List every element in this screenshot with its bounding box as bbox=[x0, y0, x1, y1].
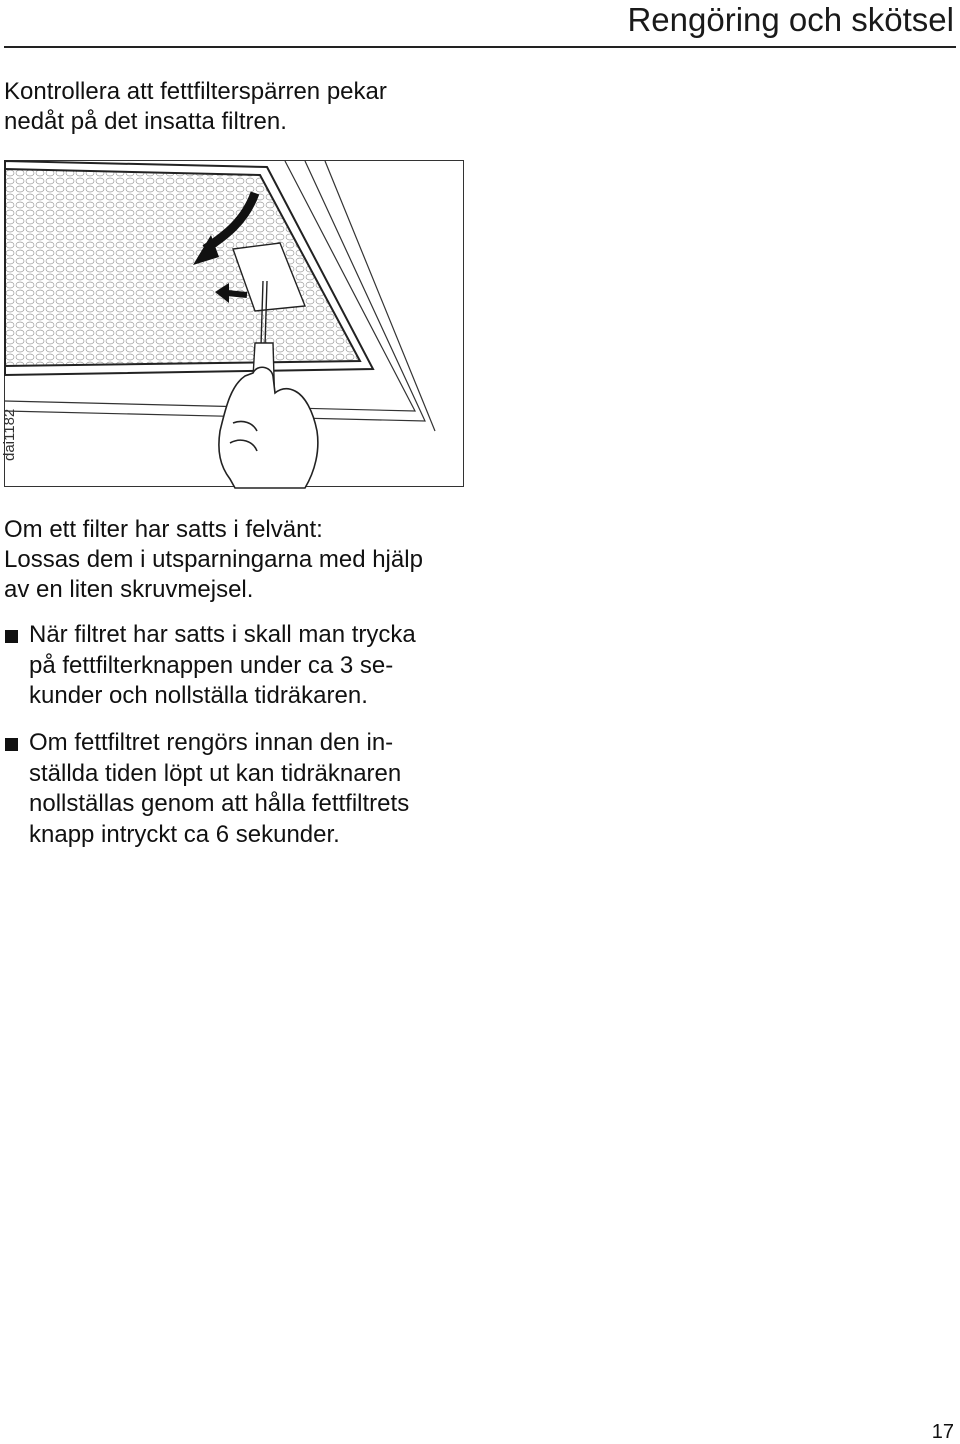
illustration-drawing bbox=[5, 161, 465, 488]
bullet-square-icon bbox=[5, 630, 18, 643]
intro-line: nedåt på det insatta filtren. bbox=[4, 108, 287, 135]
header-divider bbox=[4, 46, 956, 48]
bullet-line: knapp intryckt ca 6 sekunder. bbox=[29, 820, 340, 848]
note-line: av en liten skruvmejsel. bbox=[4, 576, 254, 603]
intro-paragraph bbox=[4, 77, 387, 137]
page-number: 17 bbox=[931, 1421, 954, 1443]
bullet-line: ställda tiden löpt ut kan tidräknaren bbox=[29, 759, 402, 787]
intro-line: Kontrollera att fettfilterspärren pekar bbox=[4, 78, 387, 105]
bullet-line: kunder och nollställa tidräkaren. bbox=[29, 682, 368, 709]
bullet-line: på fettfilterknappen under ca 3 se- bbox=[29, 651, 394, 679]
bullet-square-icon bbox=[5, 738, 18, 751]
filter-illustration bbox=[1, 160, 464, 487]
page-title: Rengöring och skötsel bbox=[627, 1, 954, 38]
figure-code: dai1182 bbox=[1, 408, 18, 461]
note-line: Om ett filter har satts i felvänt: bbox=[4, 516, 323, 543]
note-line: Lossas dem i utsparningarna med hjälp bbox=[4, 546, 423, 573]
hand-icon bbox=[219, 367, 318, 488]
filter-panel bbox=[5, 161, 373, 375]
bullet-line: När filtret har satts i skall man trycka bbox=[29, 621, 416, 648]
bullet-line: Om fettfiltret rengörs innan den in- bbox=[29, 729, 394, 756]
bullet-line: nollställas genom att hålla fettfiltrets bbox=[29, 790, 410, 817]
note-paragraph bbox=[4, 515, 423, 605]
